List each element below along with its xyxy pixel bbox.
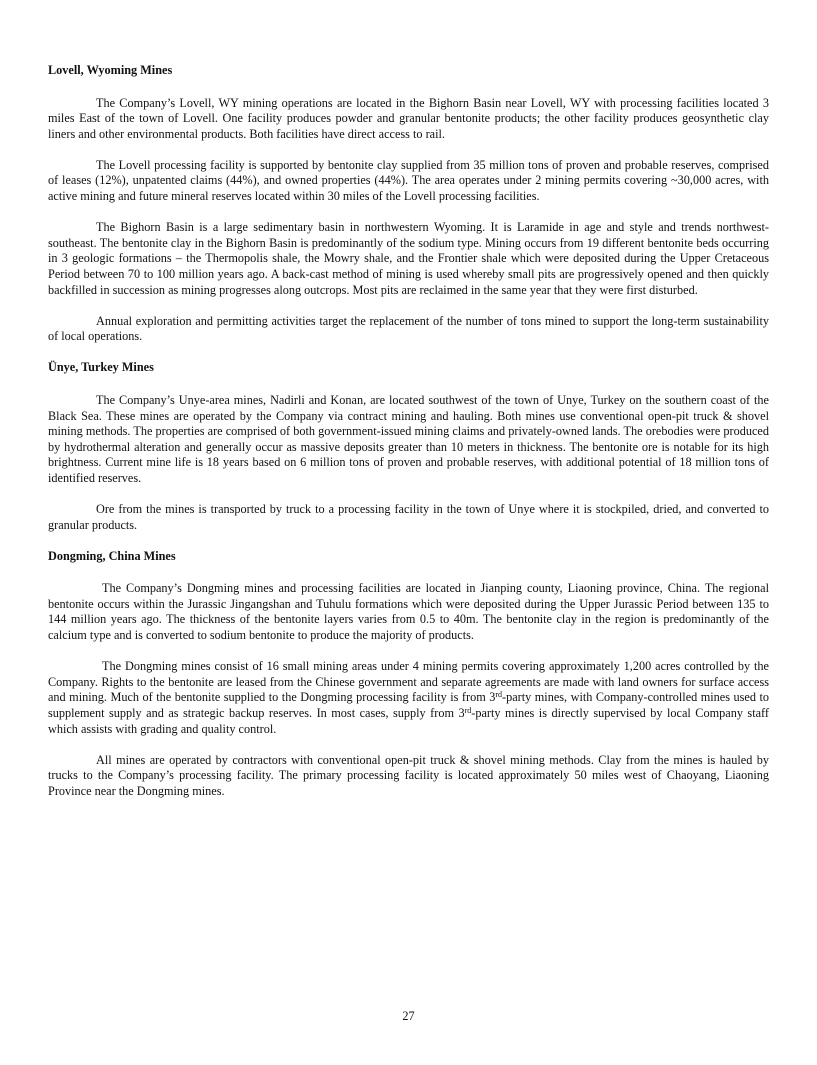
paragraph: The Bighorn Basin is a large sedimentary basin in northwestern Wyoming. It is Laramide in age and style and trends northwest-southeast. The bentonite clay in the Bighorn Basin is predominantly of the sodium type. Mining occurs from 19 different bentonite beds occurring in 3 geologic formations – the Thermopolis shale, the Mowry shale, and the Frontier shale which were deposited during the Upper Cretaceous Period between 70 to 100 million years ago. A back-cast method of mining is used whereby small pits are progressively opened and then quickly backfilled in succession as mining progresses along outcrops. Most pits are reclaimed in the same year that they were first disturbed. <box>48 220 769 297</box>
paragraph-text: The Dongming mines consist of 16 small mining areas under 4 mining permits covering approximately 1,200 acres controlled by the Company. Rights to the bentonite are leased from the Chinese government and separate agreements are made with land owners for surface access and mining. Much of the bentonite supplied to the Dongming processing facility is from 3 <box>48 659 769 705</box>
paragraph: All mines are operated by contractors with conventional open-pit truck & shovel mining methods. Clay from the mines is hauled by trucks to the Company’s processing facility. The primary processing facility is located approximately 50 miles west of Chaoyang, Liaoning Province near the Dongming mines. <box>48 752 769 798</box>
section-heading-dongming: Dongming, China Mines <box>48 548 176 563</box>
paragraph: Annual exploration and permitting activities target the replacement of the number of tons mined to support the long-term sustainability of local operations. <box>48 313 769 344</box>
paragraph: Ore from the mines is transported by truck to a processing facility in the town of Unye where it is stockpiled, dried, and converted to granular products. <box>48 501 769 532</box>
section-heading-lovell: Lovell, Wyoming Mines <box>48 63 173 77</box>
paragraph: The Company’s Dongming mines and processing facilities are located in Jianping county, Liaoning province, China. The regional bentonite occurs within the Jurassic Jingangshan and Tuhulu formations which were deposited during the Upper Jurassic Period between 135 to 144 million years ago. The thickness of the bentonite layers varies from 0.5 to 40m. The bentonite clay in the region is predominantly of the calcium type and is converted to sodium bentonite to produce the majority of products. <box>48 581 769 643</box>
paragraph: The Lovell processing facility is supported by bentonite clay supplied from 35 million tons of proven and probable reserves, comprised of leases (12%), unpatented claims (44%), and owned properties (44%). The area operates under 2 mining permits covering ~30,000 acres, with active mining and future mineral reserves located within 30 miles of the Lovell processing facilities. <box>48 157 769 204</box>
paragraph-text: -party mines is directly supervised by local Company staff which assists with grading and quality control. <box>48 705 769 736</box>
superscript: rd <box>464 705 472 715</box>
paragraph-text: -party mines, with Company-controlled mines used to supplement supply and as strategic backup reserves. In most cases, supply from 3 <box>48 690 769 720</box>
section-heading-unye: Ünye, Turkey Mines <box>48 360 154 375</box>
document-page <box>48 63 769 815</box>
page-number: 27 <box>402 1009 415 1023</box>
superscript: rd <box>495 690 503 700</box>
paragraph: The Company’s Lovell, WY mining operations are located in the Bighorn Basin near Lovell, WY with processing facilities located 3 miles East of the town of Lovell. One facility produces powder and granular bentonite products; the other facility produces geosynthetic clay liners and other environmental products. Both facilities have direct access to rail. <box>48 95 769 141</box>
paragraph: The Company’s Unye-area mines, Nadirli and Konan, are located southwest of the town of Unye, Turkey on the southern coast of the Black Sea. These mines are operated by the Company via contract mining and hauling. Both mines use conventional open-pit truck & shovel mining methods. The properties are comprised of both government-issued mining claims and privately-owned lands. The orebodies were produced by hydrothermal alteration and generally occur as massive deposits greater than 10 meters in thickness. The bentonite ore is notable for its high brightness. Current mine life is 18 years based on 6 million tons of proven and probable reserves, with additional potential of 18 million tons of identified reserves. <box>48 392 769 485</box>
paragraph <box>48 659 769 737</box>
